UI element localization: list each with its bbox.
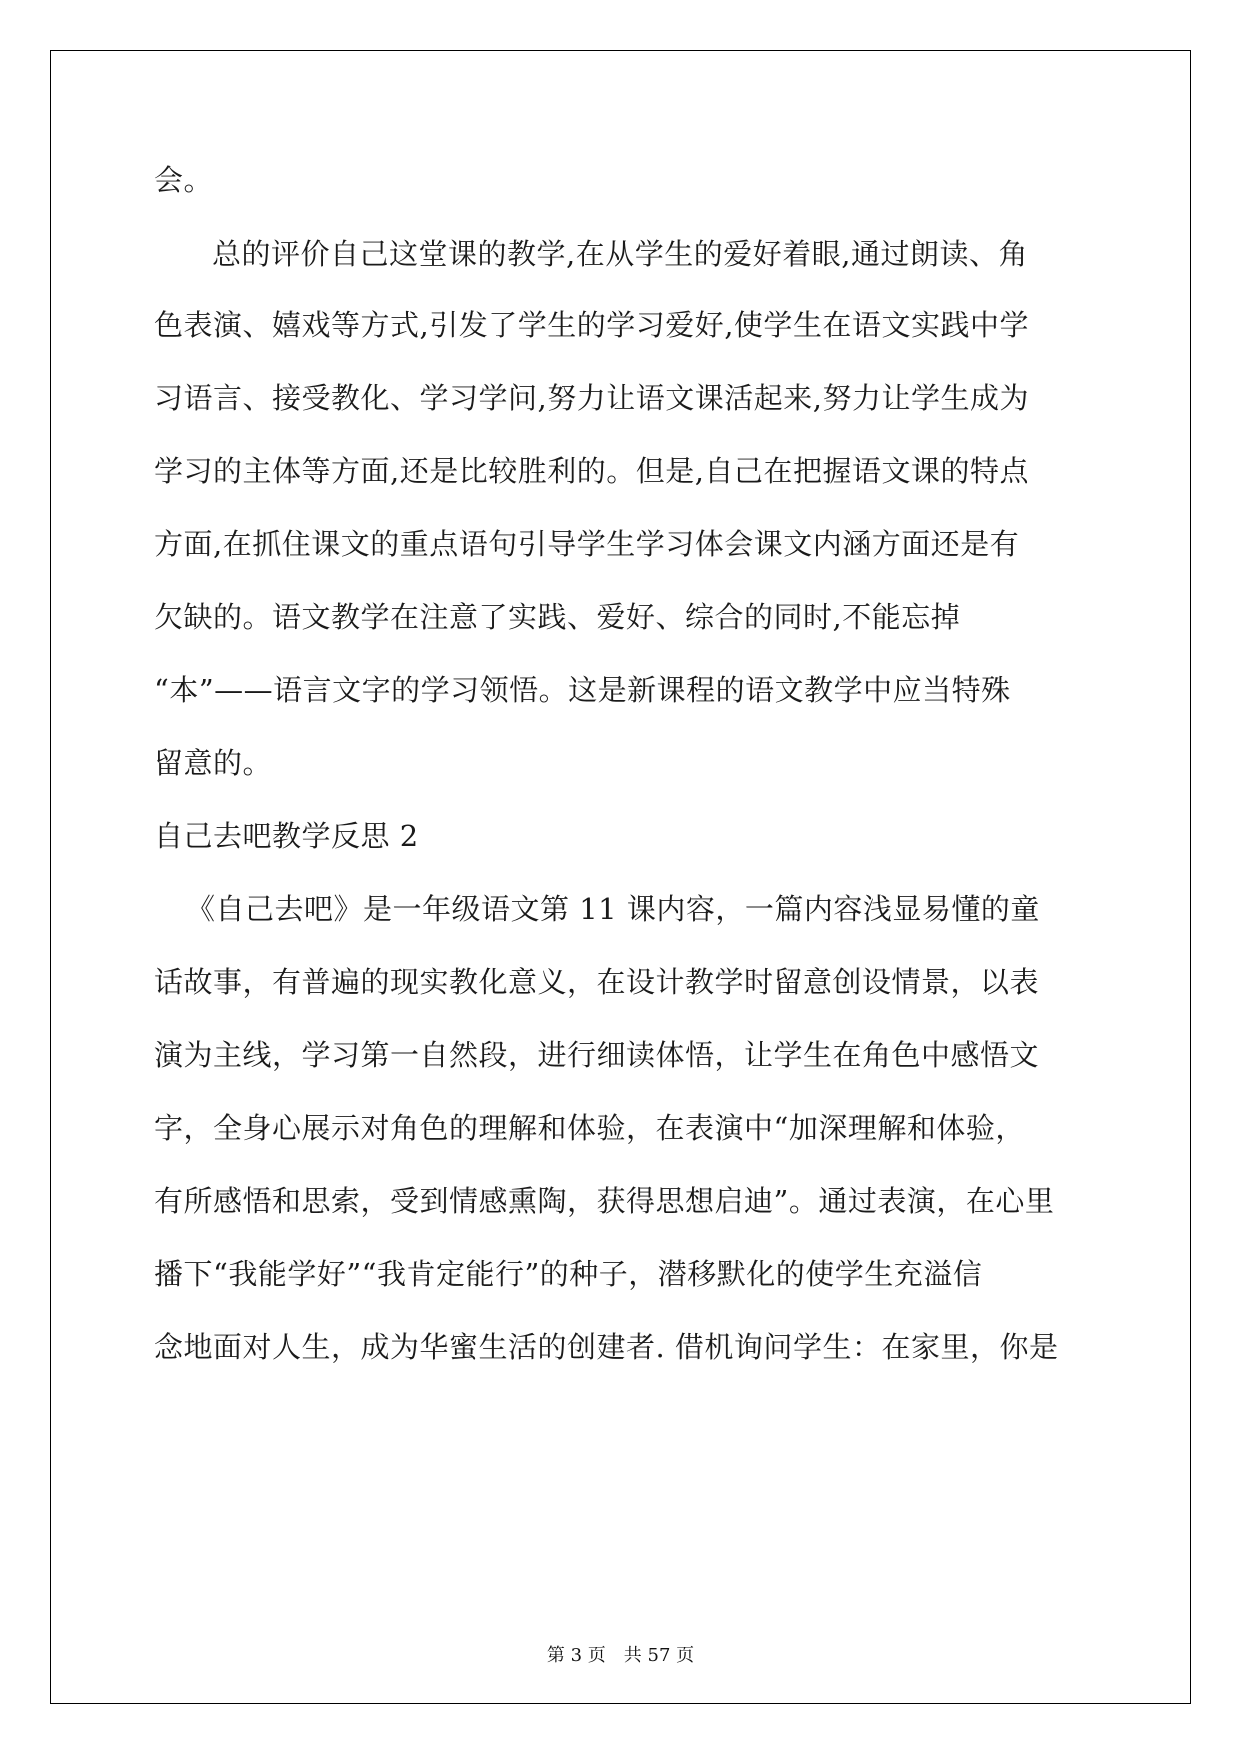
page-border: [50, 50, 1191, 1704]
section-heading: 自己去吧教学反思 2: [154, 819, 419, 853]
body-line-14: 字，全身心展示对角色的理解和体验，在表演中“加深理解和体验，: [154, 1111, 1025, 1145]
body-line-8: “本”——语言文字的学习领悟。这是新课程的语文教学中应当特殊: [154, 673, 1011, 707]
body-line-6: 方面,在抓住课文的重点语句引导学生学习体会课文内涵方面还是有: [154, 527, 1020, 561]
body-line-17: 念地面对人生，成为华蜜生活的创建者. 借机询问学生：在家里，你是: [154, 1330, 1059, 1364]
body-line-9: 留意的。: [154, 746, 273, 780]
body-line-5: 学习的主体等方面,还是比较胜利的。但是,自己在把握语文课的特点: [154, 454, 1029, 488]
body-line-7: 欠缺的。语文教学在注意了实践、爱好、综合的同时,不能忘掉: [154, 600, 961, 634]
body-line-2: 总的评价自己这堂课的教学,在从学生的爱好着眼,通过朗读、角: [212, 237, 1028, 271]
body-line-3: 色表演、嬉戏等方式,引发了学生的学习爱好,使学生在语文实践中学: [154, 308, 1029, 342]
page-number-label: 第 3 页 共 57 页: [546, 1645, 695, 1666]
body-line-13: 演为主线，学习第一自然段，进行细读体悟，让学生在角色中感悟文: [154, 1038, 1040, 1072]
body-line-4: 习语言、接受教化、学习学问,努力让语文课活起来,努力让学生成为: [154, 381, 1029, 415]
body-line-12: 话故事，有普遍的现实教化意义，在设计教学时留意创设情景，以表: [154, 965, 1040, 999]
body-line-15: 有所感悟和思索，受到情感熏陶，获得思想启迪”。通过表演，在心里: [154, 1184, 1055, 1218]
body-line-16: 播下“我能学好”“我肯定能行”的种子，潜移默化的使学生充溢信: [154, 1257, 983, 1291]
body-line-1: 会。: [154, 163, 214, 197]
body-line-11: 《自己去吧》是一年级语文第 11 课内容，一篇内容浅显易懂的童: [186, 892, 1040, 926]
page-footer: [0, 1644, 1241, 1668]
